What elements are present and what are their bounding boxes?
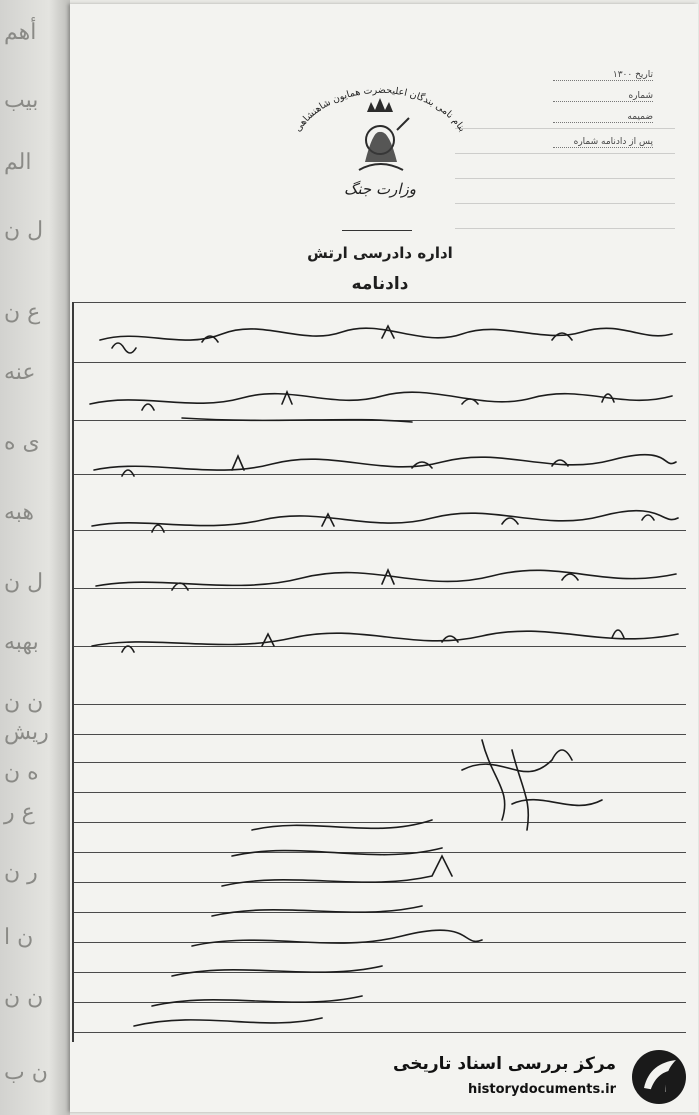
edge-glyph: الم	[4, 150, 32, 175]
archive-emblem-icon	[630, 1048, 688, 1106]
document-title: دادنامه	[351, 274, 409, 294]
edge-glyph: ن ا	[4, 925, 34, 950]
svg-text:بنام نامی بندگان اعلیحضرت همای: بنام نامی بندگان اعلیحضرت همایون شاهنشاهی	[292, 84, 468, 134]
handwritten-text-image	[82, 320, 682, 1040]
edge-glyph: أهم	[4, 20, 37, 45]
archive-logo	[393, 1042, 696, 1112]
edge-glyph: ن ن	[4, 690, 44, 715]
edge-glyph: ل ن	[4, 570, 44, 595]
edge-glyph: ل ن	[4, 218, 44, 243]
edge-glyph: بیب	[4, 88, 39, 113]
edge-glyph: بهبه	[4, 630, 39, 655]
edge-glyph: ع ن	[4, 300, 41, 325]
edge-glyph: عنه	[4, 360, 36, 385]
number-field: شماره	[553, 91, 653, 102]
reply-field: پس از دادنامه شماره	[553, 137, 653, 148]
edge-glyph: ع ر	[4, 800, 35, 825]
edge-glyph: ر ن	[4, 860, 38, 885]
edge-glyph: ی ه	[4, 430, 40, 455]
attachment-field: ضمیمه	[553, 112, 653, 123]
lion-and-sun-emblem-icon	[285, 70, 475, 180]
ministry-name: وزارت جنگ	[343, 180, 416, 198]
edge-glyph: ن ب	[4, 1060, 48, 1085]
adjacent-page-edge	[0, 0, 70, 1115]
edge-glyph: ریش	[4, 720, 49, 745]
rule-line	[74, 302, 686, 303]
edge-glyph: ه ن	[4, 760, 39, 785]
header-divider	[342, 230, 412, 231]
office-name: اداره دادرسی ارتش	[307, 244, 453, 262]
header-fields	[553, 70, 653, 158]
edge-glyph: ن ن	[4, 985, 44, 1010]
edge-glyph: هبه	[4, 500, 35, 525]
date-field: تاریخ ۱۳۰۰	[553, 70, 653, 81]
archive-name: مرکز بررسی اسناد تاریخی	[393, 1054, 616, 1074]
archive-url: historydocuments.ir	[467, 1082, 616, 1097]
